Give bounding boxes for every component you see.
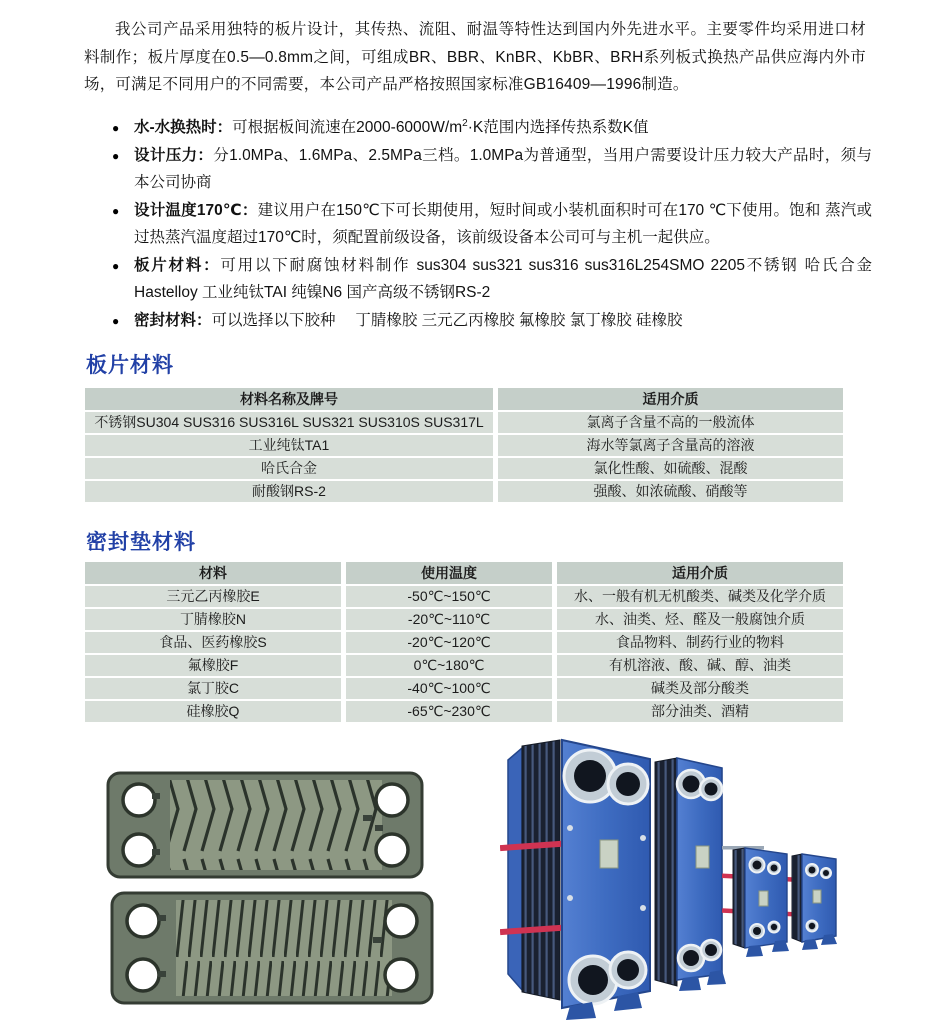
- material-cell: 硅橡胶Q: [85, 701, 341, 722]
- table-row: [85, 609, 843, 630]
- material-cell: 氯丁胶C: [85, 678, 341, 699]
- medium-cell: 海水等氯离子含量高的溶液: [498, 435, 843, 456]
- bullet-plate-material: [112, 252, 872, 307]
- bullet-label: 水-水换热时：: [134, 119, 233, 136]
- exchanger-unit-smallest: [792, 854, 837, 950]
- plate-bottom: [112, 893, 432, 1003]
- bullet-label: 设计压力：: [134, 146, 214, 164]
- table-header-row: [85, 388, 843, 410]
- bullet-icon: ●: [112, 203, 120, 218]
- medium-cell: 有机溶液、酸、碱、醇、油类: [557, 655, 843, 676]
- table-row: [85, 435, 843, 456]
- medium-cell: 氯化性酸、如硫酸、混酸: [498, 458, 843, 479]
- medium-cell: 水、一般有机无机酸类、碱类及化学介质: [557, 586, 843, 607]
- bullet-text: 建议用户在150℃下可长期使用，短时间或小装机面积时可在170 ℃下使用。饱和 蒸汽或过热蒸汽温度超过170℃时，须配置前级设备，该前级设备本公司可与主机一起供应。: [134, 201, 873, 246]
- bullet-gasket-material: [112, 307, 872, 335]
- bullet-label: 密封材料：: [134, 311, 212, 329]
- material-cell: 三元乙丙橡胶E: [85, 586, 341, 607]
- plate-materials-table: [85, 388, 843, 504]
- column-header: 使用温度: [346, 562, 552, 584]
- bullet-icon: ●: [112, 148, 120, 163]
- section-title-gasket-materials: 密封垫材料: [86, 531, 196, 554]
- material-cell: 不锈钢SU304 SUS316 SUS316L SUS321 SUS310S SUS317L: [85, 412, 493, 433]
- table-row: [85, 632, 843, 653]
- column-header: 材料名称及牌号: [85, 388, 493, 410]
- table-row: [85, 481, 843, 502]
- material-cell: 耐酸钢RS-2: [85, 481, 493, 502]
- temperature-cell: -65℃~230℃: [346, 701, 552, 722]
- material-cell: 丁腈橡胶N: [85, 609, 341, 630]
- table-row: [85, 458, 843, 479]
- medium-cell: 部分油类、酒精: [557, 701, 843, 722]
- column-header: 适用介质: [498, 388, 843, 410]
- bullet-icon: ●: [112, 313, 120, 328]
- column-header: 材料: [85, 562, 341, 584]
- bullet-label: 板片材料：: [134, 256, 221, 274]
- plate-top: [108, 773, 422, 877]
- gasket-materials-table: [85, 562, 843, 724]
- heat-exchanger-plates-photo: [92, 763, 492, 1018]
- temperature-cell: -20℃~110℃: [346, 609, 552, 630]
- temperature-cell: -40℃~100℃: [346, 678, 552, 699]
- medium-cell: 氯离子含量不高的一般流体: [498, 412, 843, 433]
- bullet-water-heat-transfer: [112, 114, 872, 142]
- medium-cell: 食品物料、制药行业的物料: [557, 632, 843, 653]
- table-row: [85, 586, 843, 607]
- bullet-label: 设计温度170℃：: [134, 201, 258, 219]
- bullet-design-temperature: [112, 197, 872, 252]
- bullet-icon: ●: [112, 258, 120, 273]
- section-title-plate-materials: 板片材料: [86, 354, 174, 377]
- table-row: [85, 678, 843, 699]
- table-row: [85, 412, 843, 433]
- bullet-text: 分1.0MPa、1.6MPa、2.5MPa三档。1.0MPa为普通型，当用户需要设计压力较大产品时，须与本公司协商: [134, 146, 872, 191]
- bullet-text: ·K范围内选择传热系数K值: [467, 119, 649, 136]
- exchanger-unit-small: [733, 848, 789, 957]
- table-header-row: [85, 562, 843, 584]
- bullet-design-pressure: [112, 142, 872, 197]
- bullet-text: 可以选择以下胶种 丁腈橡胶 三元乙丙橡胶 氟橡胶 氯丁橡胶 硅橡胶: [211, 311, 683, 329]
- table-row: [85, 655, 843, 676]
- intro-paragraph: 我公司产品采用独特的板片设计，其传热、流阻、耐温等特性达到国内外先进水平。主要零件均采用进口材料制作；板片厚度在0.5—0.8mm之间，可组成BR、BBR、KnBR、KbBR、BRH系列板式换热产品供应海内外市场，可满足不同用户的不同需要，本公司产品严格按照国家标准GB16409—1996制造。: [84, 21, 866, 93]
- material-cell: 氟橡胶F: [85, 655, 341, 676]
- column-header: 适用介质: [557, 562, 843, 584]
- exchanger-unit-medium: [655, 758, 726, 991]
- superscript: 2: [462, 117, 468, 129]
- material-cell: 哈氏合金: [85, 458, 493, 479]
- temperature-cell: -50℃~150℃: [346, 586, 552, 607]
- assembled-heat-exchangers-photo: [500, 728, 930, 1020]
- feature-bullet-list: [112, 114, 872, 334]
- bullet-text: 可根据板间流速在2000-6000W/m: [232, 119, 463, 136]
- medium-cell: 水、油类、烃、醛及一般腐蚀介质: [557, 609, 843, 630]
- temperature-cell: -20℃~120℃: [346, 632, 552, 653]
- medium-cell: 强酸、如浓硫酸、硝酸等: [498, 481, 843, 502]
- table-row: [85, 701, 843, 722]
- material-cell: 工业纯钛TA1: [85, 435, 493, 456]
- temperature-cell: 0℃~180℃: [346, 655, 552, 676]
- bullet-icon: ●: [112, 121, 120, 135]
- material-cell: 食品、医药橡胶S: [85, 632, 341, 653]
- exchanger-unit-large: [500, 740, 650, 1020]
- medium-cell: 碱类及部分酸类: [557, 678, 843, 699]
- bullet-text: 可用以下耐腐蚀材料制作 sus304 sus321 sus316 sus316L254SMO 2205不锈钢 哈氏合金 Hastelloy 工业纯钛TAI 纯镍N6 国产高级不锈钢RS-2: [134, 256, 872, 301]
